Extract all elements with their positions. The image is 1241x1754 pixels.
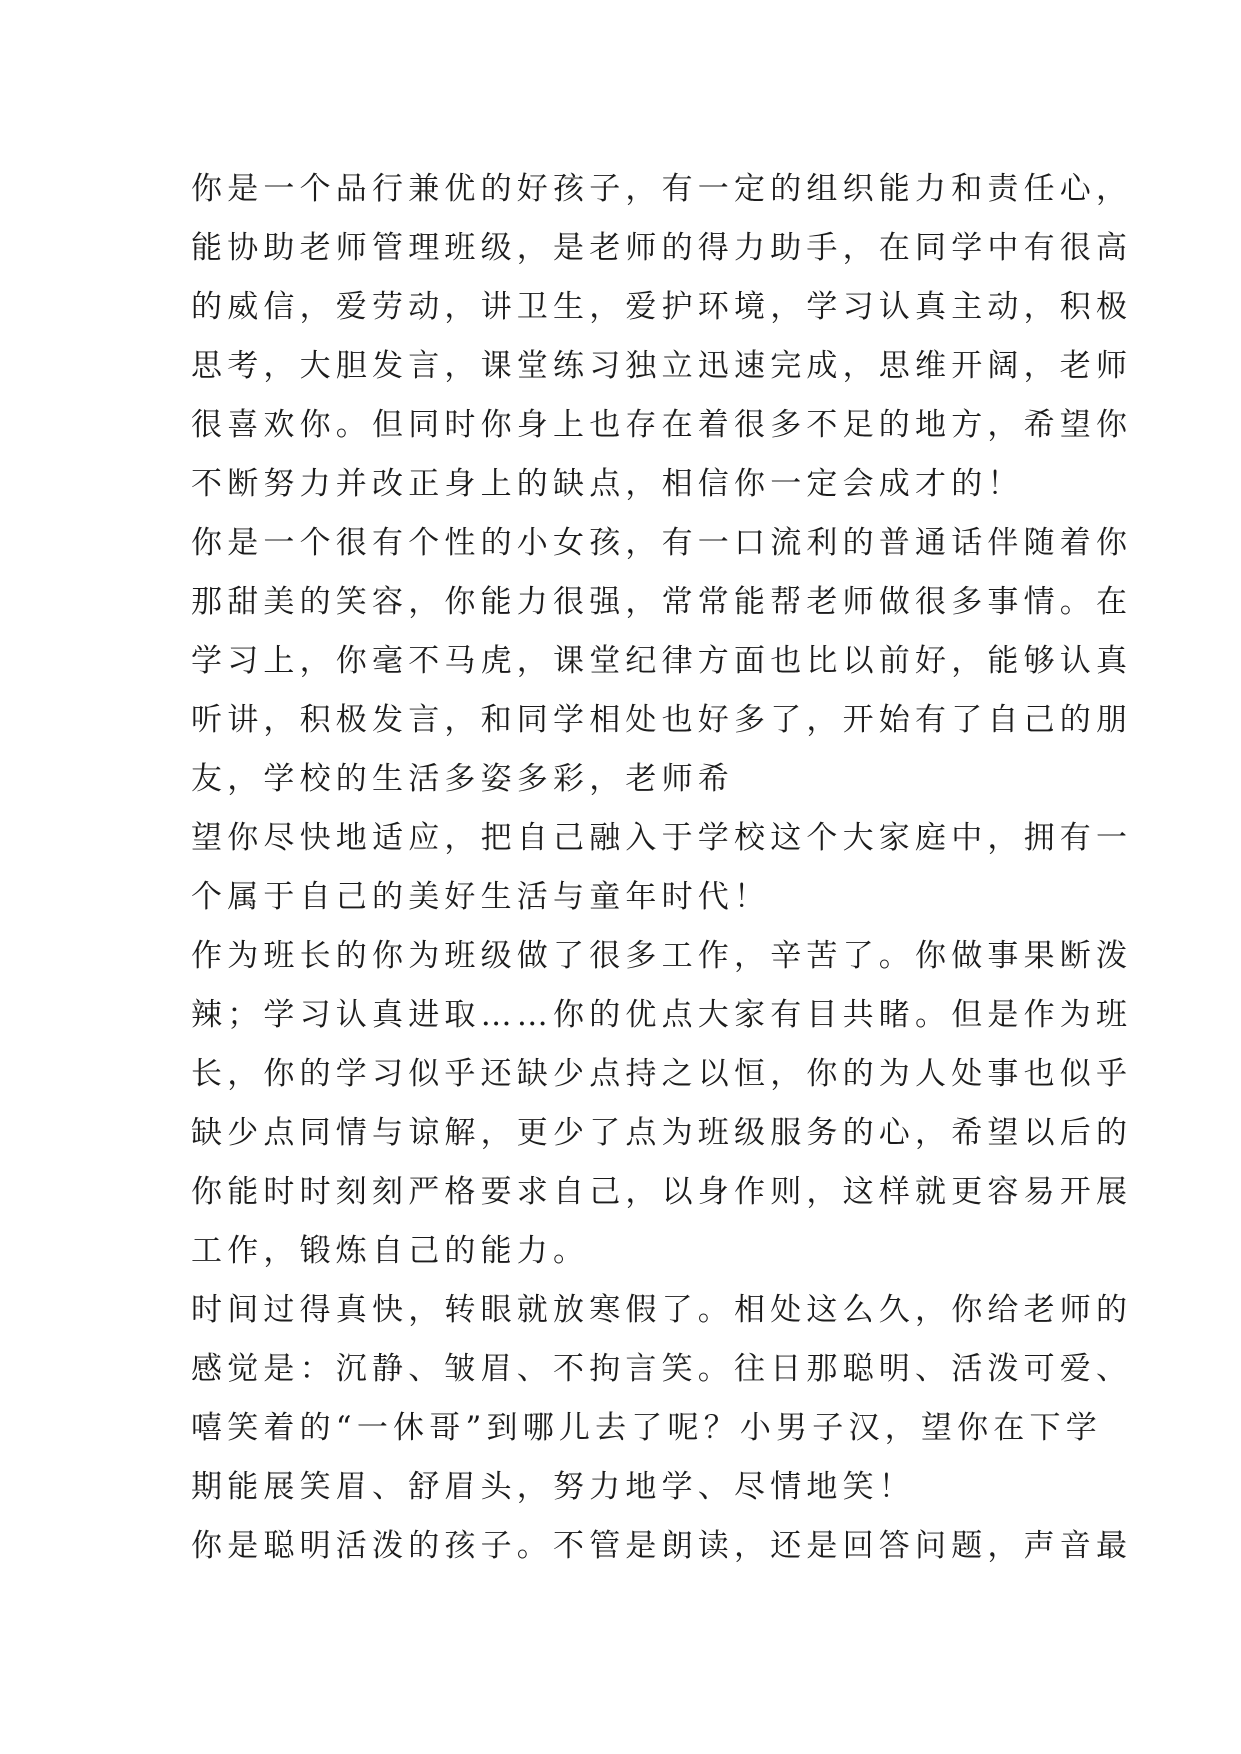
text-line: 作为班长的你为班级做了很多工作，辛苦了。你做事果断泼 — [191, 938, 1133, 974]
text-line: 友，学校的生活多姿多彩，老师希 — [191, 761, 734, 797]
text-line: 思考，大胆发言，课堂练习独立迅速完成，思维开阔，老师 — [191, 348, 1133, 384]
text-line: 不断努力并改正身上的缺点，相信你一定会成才的！ — [191, 466, 1024, 502]
text-line: 的威信，爱劳动，讲卫生，爱护环境，学习认真主动，积极 — [191, 289, 1133, 325]
text-line: 你是一个很有个性的小女孩，有一口流利的普通话伴随着你 — [191, 525, 1133, 561]
text-line: 那甜美的笑容，你能力很强，常常能帮老师做很多事情。在 — [191, 584, 1133, 620]
text-line: 你是一个品行兼优的好孩子，有一定的组织能力和责任心， — [191, 171, 1133, 207]
text-line: 个属于自己的美好生活与童年时代！ — [191, 879, 771, 915]
text-line: 很喜欢你。但同时你身上也存在着很多不足的地方，希望你 — [191, 407, 1133, 443]
document-body — [191, 160, 1133, 1576]
text-line: 嘻笑着的“一休哥”到哪儿去了呢？小男子汉，望你在下学 — [191, 1410, 1102, 1446]
text-line: 感觉是：沉静、皱眉、不拘言笑。往日那聪明、活泼可爱、 — [191, 1351, 1133, 1387]
text-line: 望你尽快地适应，把自己融入于学校这个大家庭中，拥有一 — [191, 820, 1133, 856]
text-line: 能协助老师管理班级，是老师的得力助手，在同学中有很高 — [191, 230, 1133, 266]
text-line: 长，你的学习似乎还缺少点持之以恒，你的为人处事也似乎 — [191, 1056, 1133, 1092]
text-line: 时间过得真快，转眼就放寒假了。相处这么久，你给老师的 — [191, 1292, 1133, 1328]
text-line: 期能展笑眉、舒眉头，努力地学、尽情地笑！ — [191, 1469, 915, 1505]
text-line: 工作，锻炼自己的能力。 — [191, 1233, 590, 1269]
text-line: 你是聪明活泼的孩子。不管是朗读，还是回答问题，声音最 — [191, 1528, 1133, 1564]
text-line: 辣；学习认真进取……你的优点大家有目共睹。但是作为班 — [191, 997, 1133, 1033]
text-line: 听讲，积极发言，和同学相处也好多了，开始有了自己的朋 — [191, 702, 1133, 738]
text-line: 你能时时刻刻严格要求自己，以身作则，这样就更容易开展 — [191, 1174, 1133, 1210]
text-line: 学习上，你毫不马虎，课堂纪律方面也比以前好，能够认真 — [191, 643, 1133, 679]
text-line: 缺少点同情与谅解，更少了点为班级服务的心，希望以后的 — [191, 1115, 1133, 1151]
